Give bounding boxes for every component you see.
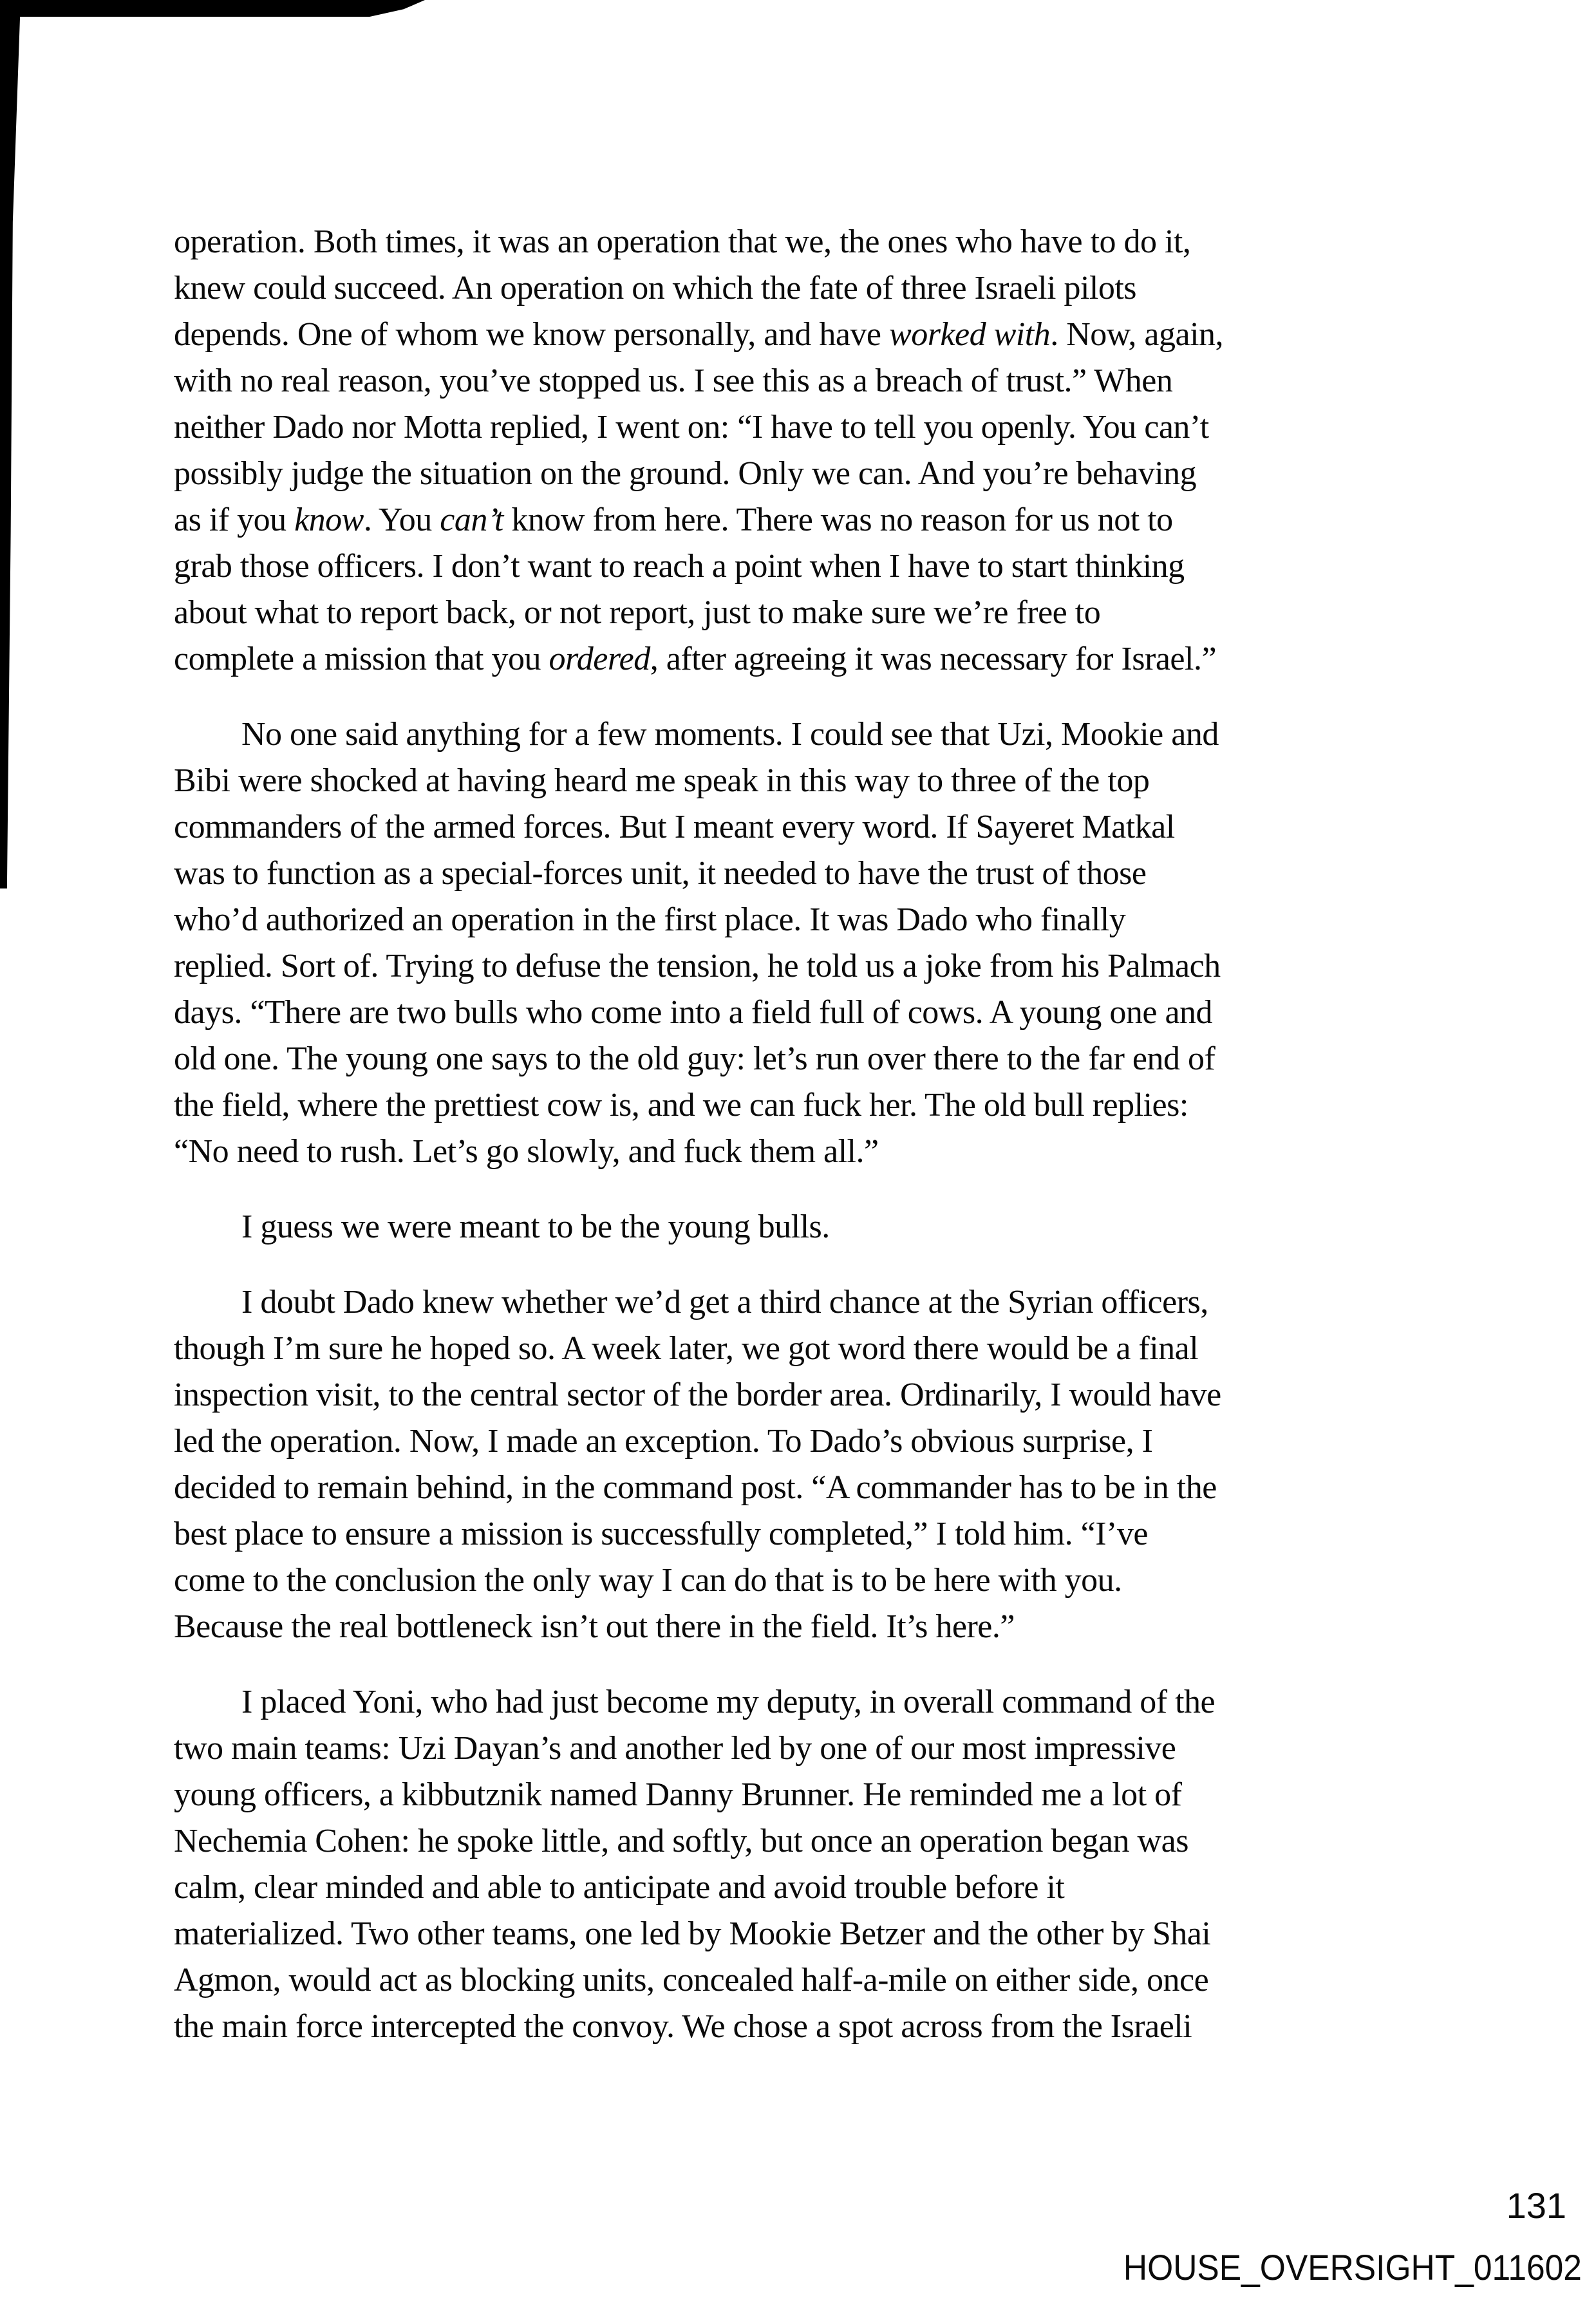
italic-text: ordered (549, 641, 650, 677)
text-line: commanders of the armed forces. But I meant every word. If Sayeret Matkal (174, 809, 1175, 845)
text-line: best place to ensure a mission is successfully completed,” I told him. “I’ve (174, 1516, 1148, 1552)
paragraph (174, 1679, 1410, 2050)
text-line: “No need to rush. Let’s go slowly, and fuck them all.” (174, 1133, 879, 1170)
text-line: Agmon, would act as blocking units, concealed half-a-mile on either side, once (174, 1962, 1209, 1998)
text-line: Because the real bottleneck isn’t out there in the field. It’s here.” (174, 1608, 1015, 1645)
text-line: knew could succeed. An operation on which the fate of three Israeli pilots (174, 270, 1137, 306)
text-line: I placed Yoni, who had just become my deputy, in overall command of the (241, 1684, 1216, 1720)
text-line: was to function as a special-forces unit, it needed to have the trust of those (174, 855, 1147, 892)
text-line: though I’m sure he hoped so. A week later, we got word there would be a final (174, 1330, 1199, 1367)
italic-text: know (294, 502, 364, 538)
text-line: I doubt Dado knew whether we’d get a third chance at the Syrian officers, (241, 1284, 1208, 1321)
text-line: calm, clear minded and able to anticipate and avoid trouble before it (174, 1869, 1065, 1906)
text-line: Nechemia Cohen: he spoke little, and softly, but once an operation began was (174, 1823, 1188, 1859)
text-line: inspection visit, to the central sector of the border area. Ordinarily, I would have (174, 1377, 1221, 1413)
text-line: possibly judge the situation on the ground. Only we can. And you’re behaving (174, 455, 1197, 492)
bates-stamp: HOUSE_OVERSIGHT_011602 (1123, 2247, 1582, 2288)
italic-text: worked with (889, 316, 1051, 353)
text-line: depends. One of whom we know personally, and have worked with. Now, again, (174, 316, 1224, 353)
text-line: No one said anything for a few moments. I could see that Uzi, Mookie and (241, 716, 1219, 753)
text-line: I guess we were meant to be the young bulls. (241, 1208, 830, 1245)
text-line: days. “There are two bulls who come into a field full of cows. A young one and (174, 994, 1213, 1031)
text-line: replied. Sort of. Trying to defuse the tension, he told us a joke from his Palmach (174, 948, 1221, 984)
text-line: operation. Both times, it was an operation that we, the ones who have to do it, (174, 223, 1191, 260)
paragraph (174, 711, 1410, 1175)
text-line: complete a mission that you ordered, after agreeing it was necessary for Israel.” (174, 641, 1217, 677)
text-line: neither Dado nor Motta replied, I went on: “I have to tell you openly. You can’t (174, 409, 1209, 446)
text-line: the main force intercepted the convoy. We chose a spot across from the Israeli (174, 2008, 1192, 2045)
text-line: young officers, a kibbutznik named Danny Brunner. He reminded me a lot of (174, 1776, 1182, 1813)
page-number: 131 (1506, 2185, 1566, 2226)
text-line: grab those officers. I don’t want to reach a point when I have to start thinking (174, 548, 1185, 585)
text-line: who’d authorized an operation in the first place. It was Dado who finally (174, 901, 1126, 938)
italic-text: can’t (440, 502, 503, 538)
text-line: come to the conclusion the only way I can do that is to be here with you. (174, 1562, 1122, 1599)
text-line: the field, where the prettiest cow is, and we can fuck her. The old bull replies: (174, 1087, 1188, 1123)
text-line: decided to remain behind, in the command post. “A commander has to be in the (174, 1469, 1217, 1506)
paragraph (174, 219, 1410, 682)
paragraph (174, 1279, 1410, 1650)
text-line: old one. The young one says to the old guy: let’s run over there to the far end of (174, 1040, 1216, 1077)
scan-edge-top-artifact (0, 0, 425, 17)
text-line: materialized. Two other teams, one led by Mookie Betzer and the other by Shai (174, 1915, 1211, 1952)
text-line: with no real reason, you’ve stopped us. I see this as a breach of trust.” When (174, 362, 1173, 399)
text-line: Bibi were shocked at having heard me speak in this way to three of the top (174, 762, 1150, 799)
text-line: two main teams: Uzi Dayan’s and another led by one of our most impressive (174, 1730, 1176, 1767)
text-line: as if you know. You can’t know from here. There was no reason for us not to (174, 502, 1173, 538)
text-line: led the operation. Now, I made an exception. To Dado’s obvious surprise, I (174, 1423, 1153, 1460)
text-block (174, 219, 1410, 2050)
scan-edge-left-artifact (0, 0, 21, 888)
text-line: about what to report back, or not report, just to make sure we’re free to (174, 594, 1101, 631)
paragraph (174, 1204, 1410, 1250)
